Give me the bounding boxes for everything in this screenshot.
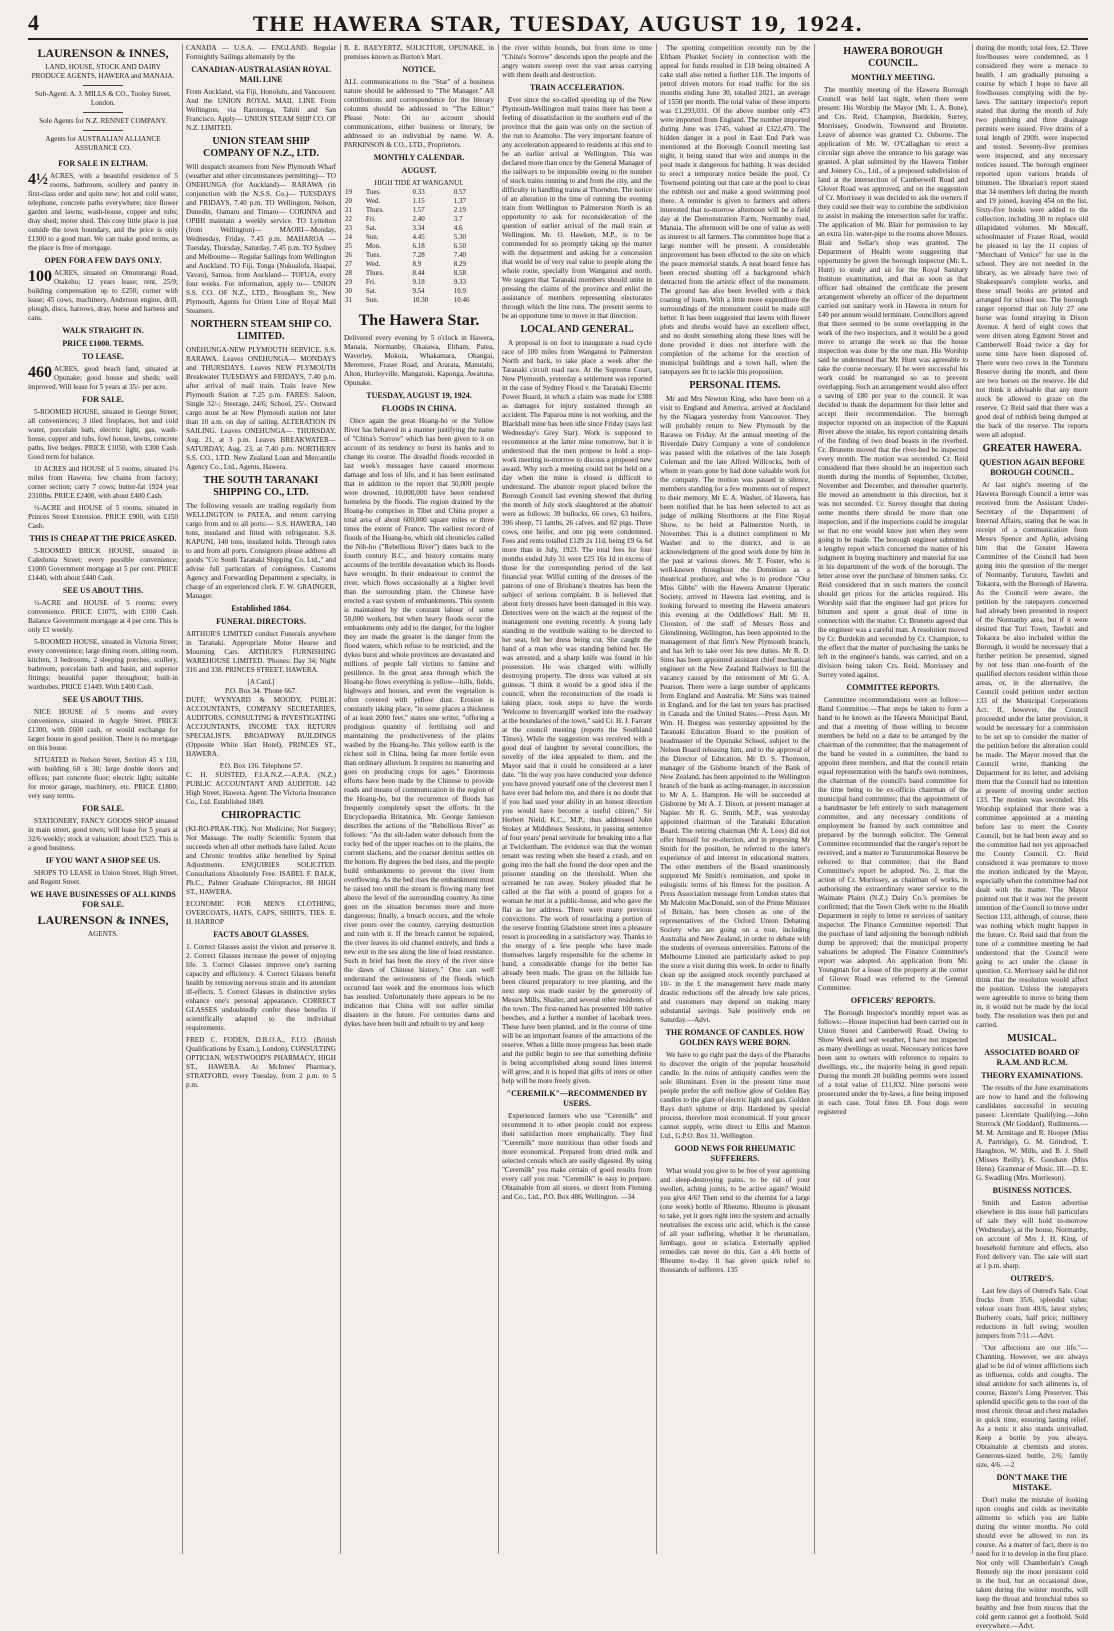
calendar-cell: Sun. — [365, 296, 379, 304]
column-7 — [976, 44, 1088, 1630]
calendar-cell: Tues. — [365, 188, 382, 196]
section-heading: FOR SALE. — [82, 395, 124, 404]
notice-text: ALL communications to the "Star" of a business nature should be addressed to "The Manager." All contributions and correspondence for the literary columns should be addressed to "The Editor." Please Note: On no account should communications, either business or literary, be addressed to an individual by name. W. A. PARKINSON & CO., LTD., Proprietors. — [344, 78, 494, 149]
calendar-cell: 7.40 — [453, 251, 467, 259]
insurance-agents: Agents for AUSTRALIAN ALLIANCE ASSURANCE CO. — [45, 135, 161, 152]
calendar-cell: 24 — [345, 233, 352, 241]
article-text: At last night's meeting of the Hawera Borough Council a letter was received from the Assistant Under-Secretary of the Department of Internal Affairs, stating that he was in receipt of a communication from Messrs Spence and Aplin, advising him that the Greater Hawera Committee of the Council had been going into the question of the merger of Normanby, Turuturu, Tawhiti and Tokaora, with the Borough of Hawera. As the Council were aware, the petition by the ratepayers concerned had already been presented in respect of the Normanby area, but if it were desired that Turi Town, Tawhiti and Tokaora be also included within the Borough, it would be necessary that a further petition be presented, signed by not less than one-fourth of the qualified electors resident within those areas, or, in the alternative, the Council could petition under section 133 of the Municipal Corporations Act. If, however, the Council proceeded under the latter provision, it would be necessary for a commission to be set up to consider the matter of the petition before the alteration could be made. The Mayor moved that the Council write, thanking the Department for its letter, and advising them that the Council had no intention at present of moving under section 133. The motion was seconded. His Worship explained that there was a committee appointed at a meeting before last to meet the County Council, but he had been away and so the committee had not yet approached the County Council. Cr. Reid considered it was premature to move the motion indicated by the Mayor, especially when the committee had not dealt with the matter. The Mayor pointed out that it was not the present intention of the Council to move under Section 133, although, of course, there was nothing which might happen in the future. Cr. Reid said that from the tone of a committee meeting he had understood that the Council were going to act under the clause in question. Cr. Morrissey said he did not think that the resolution would affect the position. Unless the ratepayers were agreeable to move to bring them in, it would not be made by the local body. The resolution was then put and carried. — [976, 481, 1088, 1029]
calendar-cell: Tues. — [365, 251, 382, 259]
calendar-cell: Sat. — [365, 287, 377, 295]
calendar-row — [344, 287, 494, 296]
article-heading: GREATER HAWERA. — [982, 443, 1082, 454]
calendar-cell: Thurs. — [365, 206, 384, 214]
price: PRICE £1000. TERMS. — [62, 339, 144, 348]
article-heading: THE ROMANCE OF CANDLES. HOW GOLDEN RAYS WERE BORN. — [665, 1028, 805, 1047]
calendar-cell: 10.46 — [453, 296, 470, 304]
calendar-cell: 8.44 — [412, 269, 425, 277]
article-heading: DON'T MAKE THE MISTAKE. — [996, 1473, 1068, 1492]
article-text: A proposal is on foot to inaugurate a road cycle race of 100 miles from Wanganui to Palmerston North and back, to take place a week after the Taranaki circuit road race. At the Supreme Court, New Plymouth, yesterday a settlement was reported in the case of Sydney Flood v. the Taranaki Electric Power Board, in which a claim was made for £388 as damages for injury sustained through an accident. The Paparoa mine is not working, and the Blackball mine has been idle since Friday (says last Wednesday's Grey Star). Work is supposed to recommence at the latter mine tomorrow, but it is understood that the men propose to hold a stop-work meeting to-morrow to discuss a proposed new award. Why such a meeting could not be held on a day when the mine is closed is difficult to understand. The abattoir report placed before the Borough Council last evening showed that during the month of July stock slaughtered at the abattoir were as follows: 39 bullocks, 66 cows, 63 heifers, 396 sheep, 71 lambs, 26 calves, and 82 pigs. Three cows, one heifer, and one pig were condemned. Fees and rents totalled £129 2s 11d, being £9 6s 6d more than in July, 1923. The total fees for four months ended July 31 were £25 16s 1d in excess of those for the corresponding period of the last financial year. Wilful cutting of the dresses of the patrons of one of Brisbane's theatres has been the subject of serious complaint. It is believed that about forty dresses have been damaged in this way. Detectives were on the watch at the request of the management one evening recently. A young lady standing in the vestibule waiting to be directed to her seat, felt her dress being cut. She caught the hand of a man who was standing behind her. He was arrested, and a sharp knife was found in his possession. He was charged with wilfully destroying property. The dress was valued at six guineas. "I think it would be a good idea if the council, when the reconstruction of the roads is taking place, took steps to have the words 'Welcome to Invercargill' worked into the roadway at the boundaries of the town," said Cr. H. J. Farrant at the council meeting (reports the Southland Times). While the suggestion was received with a good deal of laughter by several councillors, the novelty of the idea appealed to them, and the Mayor said that it could be considered at a later date. "In the way you have conducted your defence you have proved yourself one of the cleverest men I have ever had before me, and there is no doubt that if you had used your ability in an honest direction you would have become a useful citizen," Sir Herbert Nield, K.C., M.P., thus addressed John Stokey at Middlesex Sessions, in passing sentence of four years' penal servitude for breaking into a flat at Twickenham. The evidence was that the woman tenant was resting when she heard a crash, and on going into the hall she found the door open and the prisoner standing on the threshold. When she screamed he ran away. Stokey pleaded that he called at the flat with a pound of grapes for a woman he met in a public-house, and who gave the flat as her address. There were many previous convictions. The work of resurfacing a portion of the reserve fronting Gladstone street into a pleasure resort is proceeding in a satisfactory way. Thanks to the energy of a few people who have made themselves largely responsible for the scheme in hand, a considerable change for the better has already been made. The grass on the hillside has been cleared preparatory to tree planting, and the next step was made easier by the generosity of Messrs Mills, Shailer, and several other residents of the town. The first-named has presented 100 native beeches, and a further a number of lacebark trees. These have been planted, and in the course of time will be an important feature of the attractions of the reserve. When a little more progress has been made and the public begin to see that something definite is being accomplished along sound lines interest will grow, and it is hoped that gifts of trees or other help will be more freely given. — [502, 339, 652, 1085]
shipping-ad: The following vessels are trading regularly from WELLINGTON to PATEA, and return carrying cargo from and to all ports:— S.S. HAWERA, 140 tons, insulated and fitted with refrigerator. S.S. KAPUNI, 140 tons, insulated holds. Through rates to and from all ports. Consignors please address all goods "C/o South Taranaki Shipping Co. Ltd.," and advise full particulars of consignees. Customs Agency and Forwarding Department a specialty, in charge of an experienced clerk. F. W. GRAINGER, Manager. — [186, 502, 336, 600]
ad-heading: NORTHERN STEAM SHIP CO. LIMITED. — [190, 319, 332, 342]
section-heading: TO LEASE. — [82, 352, 124, 361]
column-3 — [344, 44, 494, 1554]
columns — [28, 44, 1088, 1630]
article-heading: PERSONAL ITEMS. — [689, 380, 781, 391]
shipping-ad: From Auckland, via Fiji, Honolulu, and Vancouver. And the UNION ROYAL MAIL LINE From Wellington, via Rarotonga, Tahiti and San Francisco. Apply— UNION STEAM SHIP CO. OF N.Z. LIMITED. — [186, 88, 336, 132]
ad-heading: CHIROPRACTIC — [221, 810, 301, 821]
calendar-row — [344, 296, 494, 305]
section-heading: FOR SALE. — [82, 804, 124, 813]
ad-heading: FUNERAL DIRECTORS. — [216, 617, 306, 626]
article-text: The monthly meeting of the Hawera Borough Council was held last night, when there were present: His Worship the Mayor (Mr. L. A. Bone), and Crs. Reid, Champion, Burdekin, Surrey, Morrissey, Goodwin, Townsend and Brunette. Leave of absence was granted Cr. Osborne. The application of Mr. W. O'Callaghan to erect a circular sign above the entrance to his garage was granted. A plan submitted by the Hawera Timber and Joinery Co., Ltd., of a proposed subdivision of land at the intersection of Camberwell Road and Glover Road was approved, and on the suggestion of Cr. Morrissey it was decided to ask the owners if they could see their way to combine the subdivision to assist in making the intersection safer for traffic. The application of Mr. Blair for permission to lay an extra 1in. water-pipe to the rooms above Messrs. Blair and Sellar's shop was granted. The Department of Health wrote suggesting that opportunity be given the borough inspector (Mr. L. Hunt) to study and sit for the Royal Sanitary Institute examination, and that as soon as that officer had obtained the certificate the present arrangement whereby an officer of the department carried out sanitary work in Hawera in return for £40 per annum would terminate. Councillors agreed that there seemed to be some overlapping in the work of the two inspectors, and it would be a good move to arrange the work so that the house inspection was done by the one man. His Worship said he understood that Mr. Hunt was agreeable to take the course necessary. If he were successful his work could be rearranged so as to prevent overlapping. Such an arrangement would also effect a saving of £80 per year to the council. It was decided to thank the department for their letter and accept their recommendation. The borough inspector reported on an inspection of the Kapuni River above the intake, his report containing details of the finding of two dead beasts in the riverbed. Cr. Brunette moved that the river-bed be inspected every month. The motion was seconded. Cr. Reid considered that there should be an inspection each month during the months of September, October, November and December, and thereafter quarterly. He moved an amendment in this direction, but it was not seconded. Cr. Surrey thought that during some months there should be more than one inspection, and if the inspections could be irregular so that no one would know just when they were going to be made. The borough engineer submitted a lengthy report which concerned the matter of his judgment in buying machinery and material for use in his department of the work of the borough. The letter arose over the purchase of bitumen tanks. Cr. Reid considered that in such matters the council should get prices for the articles required. His Worship said that the engineer had got prices for bitumen and spent a great deal of time in connection with the matter. Cr. Brunette agreed that the engineer was a careful man. A resolution moved by Cr. Burdekin and seconded by Cr. Champion, to the effect that the matter of purchasing the tanks be left in the engineer's hands, was carried, and on a division being taken Crs. Reid, Morrissey and Surrey voted against. — [818, 86, 968, 679]
calendar-row — [344, 197, 494, 206]
section-heading: OPEN FOR A FEW DAYS ONLY. — [44, 256, 162, 265]
calendar-cell: 19 — [345, 188, 352, 196]
advert-text: What would you give to be free of your agonising and sleep-destroying pains, to be rid of your swollen, aching joints, to be active again? Would you give 4/6? Then send to the chemist for a large (one week) bottle of Rheumo. Rheumo is pleasant to take, yet it goes right into the system and actually neutralises the excess uric acid, which is the cause of all your suffering, whether it be rheumatism, lumbago, gout or sciatica. Externally applied remedies can never do this. Get a 4/6 bottle of Rheumo to-day. It has given quick relief to thousands of sufferers. 135 — [660, 1167, 810, 1274]
article-subheading: COMMITTEE REPORTS. — [846, 683, 940, 692]
tagline: SEE US ABOUT THIS. — [62, 695, 144, 704]
firm-agents: AGENTS. — [87, 930, 119, 938]
calendar-cell: 8.9 — [412, 260, 422, 268]
article-text: Once again the great Hoang-ho or the Yellow River has behaved in a manner justifying the name of "China's Sorrow" which has been given to it on account of its tendency to burst its banks and to change its course. The dreadful floods recorded in last week's messages have caused enormous damage and loss of life, and it has been estimated that in addition to the report that 50,000 people were drowned, 10,000,000 have been rendered homeless by the floods. The region drained by the Hoang-ho comprises in Tibet and China proper a total area of about 600,000 square miles or three times the extent of France. The earliest record of floods of the Hoang-ho, which old chronicles called the Nih-ho ("Rebellious River") dates back to the fourth century B.C., and history contains many accounts of the terrible devastation which its floods have wrought. In their endeavour to control the river, which flows occasionally at a higher level than the surrounding plain, the Chinese have erected a vast system of embankments. This system is maintained by the constant labour of some 50,000 workers, but when heavy floods occur the embankments only add to the danger, for the higher they are made the greater is the danger from the flood waters, which refuse to be restricted, and the dykes burst and whole provinces are devastated and millions of people fall victims to famine and pestilence. In the great area through which the Hoang-ho flows everything is yellow—hills, fields, highways and houses, and even the vegetation is often covered with yellow dust. Erosion is constantly taking place, "in some places a thickness of at least 2000 feet," states one writer, "offering a prodigious quantity of fertilising soil and maintaining the productiveness of the plains washed by the Hoang-ho. This yellow earth is the richest soil in China, being far more fertile even than ordinary alluvium. It requires no manuring and goes on producing crops for ages." Enormous efforts have been made by the Chinese to provide roads and means of communication in the region of the Hoang-ho, but the recurrence of floods has frequently completely upset the efforts. In the Encyclopaedia Britannica, Mr. George Jamieson describes the actions of the "Rebellious River" as follows: "As the silt-laden water debouch from the rocky bed of the upper reaches on to the plains, the current slackens, and the coarser detritus settles on the bottom. By degrees the bed rises, and the people build embankments to prevent the river from overflowing. As the bed rises the embankment must be raised too until the stream is flowing many feet above the level of the surrounding country. As time goes on the situation becomes more and more dangerous; finally, a breach occurs, and the whole river pours over the country, carrying destruction and ruin with it. If the breach cannot be repaired, the river leaves its old channel entirely, and finds a new exit to the sea along the line of least resistance. Such in brief has been the story of the river since the dawn of Chinese history." One can well understand the seriousness of the floods which occurred last week and the enormous loss which has resulted. Unfortunately there appears to be no indication that China will not suffer similar disasters in the future. For centuries dams and dykes have been built and rebuilt to try and keep — [344, 417, 494, 1028]
calendar-cell: 4.6 — [453, 224, 463, 232]
calendar-cell: 6.50 — [453, 242, 467, 250]
advert-text: We have to go right past the days of the Pharaohs to discover the origin of the popular household candle. In the ruins of antiquity candles were the sole illuminant. Even in the present time most people prefer the soft mellow glow of Golden Ray candles to the glare of electric light and gas. Golden Rays don't splutter or drip. Hardened by special process, therefore most economical. If your grocer cannot supply, write direct to Ellis and Manton Ltd., G.P.O. Box 31, Wellington. — [660, 1051, 810, 1140]
masthead — [28, 8, 1088, 40]
calendar-cell: 5.30 — [453, 233, 467, 241]
article-heading: GOOD NEWS FOR RHEUMATIC SUFFERERS. — [674, 1144, 796, 1163]
article-heading: HAWERA BOROUGH COUNCIL. — [843, 46, 943, 69]
shipping-ad: ONEHUNGA-NEW PLYMOUTH SERVICE. S.S. RARAWA. Leaves ONEHUNGA— MONDAYS and THURSDAYS. Leaves NEW PLYMOUTH Breakwater TUESDAYS and FRIDAYS, 7.40 p.m. after arrival of mail train. Train leave New Plymouth Station at 7.25 p.m. FARES: Saloon, Single 32/-; Steerage, 24/6; School, 25/-. Outward cargo must be at New Plymouth station not later than 10 a.m. on day of sailing. ALTERATION IN SAILING. Leaves ONEHUNGA— THURSDAY, Aug. 21, at 3 p.m. Leaves BREAKWATER— SATURDAY, Aug. 23, at 7.40 p.m. NORTHERN S.S. CO., LTD. New Zealand Loan and Mercantile Agency Co., Ltd., Agents, Hawera. — [186, 346, 336, 471]
tagline: WALK STRAIGHT IN. — [62, 326, 144, 335]
calendar-cell: 4.45 — [412, 233, 425, 241]
calendar-cell: Wed. — [365, 197, 381, 205]
calendar-row — [344, 206, 494, 215]
calendar-cell: 9.33 — [453, 278, 467, 286]
shipping-ad: CANADA — U.S.A. — ENGLAND. Regular Fortnightly Sailings alternately by the — [186, 44, 336, 61]
shipping-ad: Will despatch steamers from New Plymouth Wharf (weather and other circumstances permitting)— TO ONEHUNGA (for Auckland)— RARAWA (in conjunction with the N.S.S. Co.)— TUESDAYS and FRIDAYS, 7.40 p.m. TO Wellington, Nelson, Dunedin, Oamaru and Timaru— CORINNA and OPIHI maintain a weekly service. TO Lyttelton (from Wellington)— MAORI—Monday, Wednesday, Friday, 7.45 p.m. MAHAROA — Tuesday, Thursday, Saturday, 7.45 p.m. TO Sydney and Melbourne— Regular Sailings from Wellington and Auckland. TO Fiji, Tonga (Nukualofa, Haapai, Vavau), Samoa, from Auckland— TOFUA, every four weeks. For information, apply to— UNION S.S. CO. OF N.Z., LTD., Brougham St., New Plymouth, Agents for Orient Line of Royal Mail Steamers. — [186, 163, 336, 315]
article-text: Ever since the so-called speeding up of the New Plymouth-Wellington mail trains there has been a feeling of dissatisfaction in the southern end of the province that the gain was only on the section of the run to Aramoho. The very important feature of any acceleration appeared to residents at this end to be an earlier arrival at Wellington. This was declared more than once by the General Manager of the railways to be impossible owing to the number of stock trains running to and from the city, and the difficulty in handling trains at Thorndon. The notice of an alteration in the time of running the evening train from Wellington to Palmerston North is an opportunity to ask for reconsideration of the question of earlier arrival of the mail train at Wellington. Mr. O. Hawken, M.P., is to be commended for so promptly taking up the matter with the department and asking for a concession that would be of very real value to people along the whole route, specially from Wanganui and north. We suggest that Taranaki members should unite in pressing the claims of the province and enlist the assistance of members representing electorates through which the line runs. The present seems to be an opportune time to move in that direction. — [502, 96, 652, 320]
calendar-cell: 3.7 — [453, 215, 463, 223]
listing: 100 ACRES, situated on Omuturangi Road, Otakeho; 12 years lease; rent, 25/9; building compensation up to £250; corner with lease; 45 cows, machinery, Anderson engine, drill, plough, discs, harrows, dray, horse and harness and cans. — [28, 268, 178, 322]
calendar-cell: Wed. — [365, 260, 381, 268]
firm-subtitle: LAND, HOUSE, STOCK AND DAIRY PRODUCE AGENTS, HAWERA and MANAIA. — [31, 63, 175, 80]
article-subheading: ASSOCIATED BOARD OF R.A.M. AND R.C.M. — [984, 1048, 1080, 1067]
delivery-info: Delivered every evening by 5 o'clock in Hawera, Manaia, Normanby, Okaiawa, Eltham, Patea, Waverley, Mokoia, Whakamara, Ohangai, Meremere, Fraser Road, and Ararata, Manutahi, Alton, Hurleyville, Mangatoki, Kaponga, Awatuna, Opunake. — [344, 334, 494, 387]
calendar-cell: 30 — [345, 287, 352, 295]
ad-heading: THE SOUTH TARANAKI SHIPPING CO., LTD. — [203, 475, 319, 498]
calendar-cell: 6.18 — [412, 242, 425, 250]
advert-text: Don't make the mistake of looking upon coughs and colds as inevitable ailments to which you are liable during the winter months. No cold should ever be allowed to run its course. As a matter of fact, there is no need for it to develop in the first place. Not only will Chamberlain's Cough Remedy nip the most persistent cold in the bud, but an occasional dose, taken during the winter months, will keep the throat and bronchial tubes so healthy and free from mucus that the cold germ cannot get a foothold. Sold everywhere.—Advt. — [976, 1496, 1088, 1630]
advert-text: Last few days of Outred's Sale. Coat frocks from 35/6, splendid value; velour coats from 49/6, latest styles; Burberry coats, half price; millinery reductions in full swing; woollen jumpers from 7/11.—Advt. — [976, 1287, 1088, 1340]
calendar-cell: 9.54 — [412, 287, 425, 295]
listing: 10 ACRES and HOUSE of 5 rooms, situated 1¼ miles from Hawera; few chains from factory; corner section; carry 7 cows; butter-fat 1924 year 2310lbs. PRICE £2400, with about £400 Cash. — [28, 465, 178, 500]
ad-line: Established 1864. — [231, 604, 291, 613]
calendar-row — [344, 215, 494, 224]
ad-heading: UNION STEAM SHIP COMPANY OF N.Z., LTD. — [203, 136, 319, 159]
listing: 4½ ACRES, with a beautiful residence of 5 rooms, bathroom, scullery and pantry in first-class order and quite new; hot and cold water, telephone, concrete paths everywhere; nice flower garden and lawns; wash-house, copper and tubs; dray shed; motor shed. This cosy little place is just outside the town boundary, and the price is only £1300 to a good man. We can make good terms, as the place is free of mortgage. — [28, 171, 178, 252]
calendar-cell: 1.37 — [453, 197, 467, 205]
tide-calendar — [344, 188, 494, 305]
advert-text: Experienced farmers who use "Ceremilk" and recommend it to other people could not express their satisfaction more emphatically. They find "Ceremilk" more nutritious than other foods and more economical. Prepared from dried milk and selected cereals which are easily digested. By using "Ceremilk" you make certain of good results from every calf you rear. "Ceremilk" is easy to prepare. Obtainable from all stores, or direct from Fleming and Co., Ltd., P.O. Box 486, Wellington. —34 — [502, 1112, 652, 1201]
paper-title: The Hawera Star. — [358, 312, 480, 329]
tagline: WE HAVE BUSINESSES OF ALL KINDS FOR SALE. — [30, 890, 176, 909]
funeral-ad: ARTHUR'S LIMITED conduct Funerals anywhere in Taranaki. Appropriate Motor Hearse and Mourning Cars. ARTHUR'S FURNISHING WAREHOUSE LIMITED. 'Phones: Day 34; Night 316 and 338. PRINCES STREET, HAWERA. — [186, 630, 336, 674]
calendar-cell: 22 — [345, 215, 352, 223]
calendar-cell: 31 — [345, 296, 352, 304]
calendar-cell: 0.57 — [453, 188, 467, 196]
calendar-row — [344, 251, 494, 260]
calendar-row — [344, 269, 494, 278]
calendar-row — [344, 260, 494, 269]
article-subheading: OFFICERS' REPORTS. — [850, 996, 936, 1005]
calendar-cell: 2.40 — [412, 215, 425, 223]
issue-date: TUESDAY, AUGUST 19, 1924. — [366, 391, 472, 400]
article-text: The spotting competition recently run by the Eltham Plunket Society in connection with the appeal for funds resulted in £18 being obtained. A cake stall also netted a further £18. The imports of petrol driven motors for road traffic for the six months ending June 30, totalled 2021, an average of 1550 per month. The total value of these imports was £1,293,031. Of the above number only 473 were imported from England. The number imported during June was 1745, valued at £322,470. The hidden danger in a pool in East End Park was mentioned at the Borough Council meeting last night, it being stated that wire and stumps in the pool made it dangerous for bathing. It was decided to erect a temporary notice beside the pool, Cr Townsend pointing out that care at the pool to clear the rubbish out and make a good swimming pool there. A reminder is given to farmers and others interested that to-morrow afternoon will be a field day at the Demonstration Farm, Normanby road, Manaia. The afternoon will be one of value as well as interest to all farmers. The committee hope that a large number will be present. A considerable improvement has been effected to the site on which the peace memorial stands. A neat board fence has been erected shutting off a background which detracted from the artistic effect of the monument. The ground has also been levelled with a thick coating of loam. With a little more expenditure the surroundings of the monument could be made still better. It has been suggested that lawns with flower plots and shrubs would have an excellent effect, and no doubt something along these lines will be done provided it does not interfere with the completion of the scheme for the erection of municipal buildings and a town hall, when the ratepayers see fit to tackle this proposition. — [660, 44, 810, 376]
clothing-ad: ECONOMIC FOR MEN'S CLOTHING, OVERCOATS, HATS, CAPS, SHIRTS, TIES. E. H. HARROP — [186, 900, 336, 926]
calendar-cell: 20 — [345, 197, 352, 205]
listing: 5-ROOMED BRICK HOUSE, situated in Caledonia Street; every possible convenience; £1000 Government mortgage at 5 per cent. PRICE £1440, with about £440 Cash. — [28, 547, 178, 582]
firm-name: LAURENSON & INNES, — [37, 46, 169, 60]
ad-line: P.O. Box 136. Telephone 57. — [219, 762, 303, 770]
calendar-row — [344, 188, 494, 197]
article-text: The results of the June examinations are now to hand and the following candidates successful in securing passes: Licentiate Qualifying.—John Sturrock (Mr Goddard). Rudiments.—M. M. Armitage and R. Hooper (Miss A. Partridge), G. M. Grindrod, T. Haughton, W. Mills, and B. J. Shell (Misses Reilly), K. Goodson (Miss Henn). Grammar of Music, III.—D. E. G. Swadling (Mrs. Morrieson). — [976, 1084, 1088, 1182]
calendar-cell: 1.15 — [412, 197, 425, 205]
calendar-cell: 8.58 — [453, 269, 467, 277]
firm-name: LAURENSON & INNES, — [37, 913, 169, 927]
ad-heading: FACTS ABOUT GLASSES. — [213, 930, 309, 939]
calendar-cell: 8.29 — [453, 260, 467, 268]
ad-line: P.O. Box 34. 'Phone 667. — [225, 687, 297, 695]
column-1 — [28, 44, 178, 1554]
chiropractic-ad: (KI-RO-PRAK-TIK). Not Medicine; Not Surgery; Not Massage. The really Scientific System that succeeds when all other methods have failed. Acute and Chronic troubles alike benefited by Spinal Adjustments. ENQUIRIES SOLICITED. Consultations Absolutely Free. ISABEL F. BALK, Ph.C., Palmer Graduate Chiropractor, 88 HIGH ST., HAWERA. — [186, 825, 336, 896]
calendar-cell: 26 — [345, 251, 352, 259]
calendar-cell: 1.57 — [412, 206, 425, 214]
calendar-cell: 27 — [345, 260, 352, 268]
calendar-cell: Sun. — [365, 233, 379, 241]
calendar-cell: Mon. — [365, 242, 381, 250]
article-subheading: THEORY EXAMINATIONS. — [981, 1071, 1083, 1080]
sub-agent: Sub-Agent: A. J. MILLS & CO., Tooley Street, London. — [35, 90, 171, 107]
article-heading: MUSICAL. — [1007, 1033, 1057, 1044]
column-6 — [818, 44, 968, 1554]
article-heading: LOCAL AND GENERAL. — [520, 324, 634, 335]
page-number: 4 — [28, 10, 39, 35]
calendar-cell: 29 — [345, 278, 352, 286]
article-text: the river within bounds, but from time to time "China's Sorrow" descends upon the people and the angry waters sweep over the vast areas carrying with them death and destruction. — [502, 44, 652, 79]
article-text: The Borough Inspector's monthly report was as follows:—House inspection had been carried out in Union Street and Camberwell Road. Owing to Show Week and wet weather, I have not inspected as many dwellings as usual. Necessary notices have been sent to owners with reference to repairs to dwellings, etc., the majority being in good repair. During the month 20 building permits were issued of a total value of £11,832. Nine persons were prosecuted under the by-laws, a fine being imposed in each case. Total fines £8. Four dogs were registered — [818, 1009, 968, 1116]
article-heading: FLOODS IN CHINA. — [381, 404, 457, 413]
calendar-row — [344, 224, 494, 233]
tagline: THIS IS CHEAP AT THE PRICE ASKED. — [29, 534, 177, 543]
calendar-row — [344, 242, 494, 251]
accountants-ad: DUFF, WYNYARD & MOODY, PUBLIC ACCOUNTANTS, COMPANY SECRETARIES, AUDITORS, CONSULTING & INVESTIGATING ACCOUNTANTS, INCOME TAX RETURN SPECIALISTS. BROADWAY BUILDINGS (Opposite White Hart Hotel), PRINCES ST., HAWERA. — [186, 696, 336, 758]
article-subheading: QUESTION AGAIN BEFORE BOROUGH COUNCIL. — [979, 458, 1085, 477]
listing: ½-ACRE and HOUSE of 5 rooms, situated in Princes Street Extension. PRICE £900, with £150 Cash. — [28, 504, 178, 530]
calendar-cell: 23 — [345, 224, 352, 232]
listing: 5-ROOMED HOUSE, situated in George Street; all conveniences; 3 tiled fireplaces, hot and cold water, porcelain bath, electric light, gas, wash-house, copper and tubs, fowl house, lawns, concrete paths, live hedges. PRICE £1050, with £300 Cash. Good term for balance. — [28, 408, 178, 461]
accountant-ad: C. H. SUISTED, F.I.A.N.Z.—A.P.A. (N.Z.) PUBLIC ACCOUNTANT AND AUDITOR. 142 High Street, Hawera. Agent: The Victoria Insurance Co., Ltd. Established 1849. — [186, 771, 336, 806]
calendar-cell: 2.19 — [453, 206, 467, 214]
listing: ½-ACRE and HOUSE of 5 rooms; every convenience. PRICE £1075, with £100 Cash. Balance Government mortgage at 4 per cent. This is only £1 weekly. — [28, 599, 178, 634]
listing: SITUATED in Nelson Street, Section 45 x 110, with building 60 x 30; large double doors and offices; part concrete floor; electric light; suitable for motor garage, machinery, etc. PRICE £1800; very easy terms. — [28, 756, 178, 800]
sole-agents: Sole Agents for N.Z. RENNET COMPANY. — [39, 117, 167, 125]
calendar-cell: 25 — [345, 242, 352, 250]
listing: NICE HOUSE of 5 rooms and every convenience, situated in Argyle Street. PRICE £1300, with £600 cash, or would exchange for larger house in good position. There is no mortgage on this house. — [28, 708, 178, 752]
article-text: during the month; total fees, £2. Three fowlhouses were condemned, as I considered they were a menace to health. I am gradually pursuing a course by which I hope to have all fowlhouses complying with the by-laws. The sanitary inspector's report stated that during the month of July two plumbing and three drainage permits were issued. Five drains of a total length of 290ft. were inspected and tested. Seventy-five premises were inspected, and any necessary notices issued. The borough engineer reported upon various brands of bitumen. The librarian's report stated that 34 members left during the month and 19 joined, leaving 454 on the list. Sixty-five books were added to the collection, including 30 to replace old dilapidated volumes. Mr Metcalf, schoolmaster of Fraser Road, would be pleased to lay the 11 copies of "Merchant of Venice" for use in the school. They are not needed in the library, as we already have two of Shakespeare's complete works, and these small books are printed and arranged for school use. The borough ranger reported that on July 27 one horse was found straying in Dixon Avenue. A herd of eight cows that were driven along Egmont Street and Camberwell Road twice a day for some time have been disposed of. There were two cows in the Turuturu Reserve during the month, and there are two horses on the reserve. He did not think it advisable that any more stock be allowed to graze on the reserve. Cr Reid said that there was a good deal of rubbish being dumped at the back of the reserve. The reports were all adopted. — [976, 44, 1088, 439]
tagline: IF YOU WANT A SHOP SEE US. — [45, 856, 161, 865]
listing: 460 ACRES, good beach land, situated at Opunake; good house and sheds; well improved. Will lease for 5 years at 35/- per acre. — [28, 364, 178, 391]
calendar-subtitle: HIGH TIDE AT WANGANUI. — [374, 179, 464, 187]
advert-text: "Our affections are our life."—Channing. However, we are always glad to be rid of winter afflictions such as influenza, colds and coughs. The ideal antidote for such ailments is, of course, Baxter's Lung Preserver. This splendid specific gets to the root of the most chronic throat and chest maladies in quick time, ensuring lasting relief. As a tonic it also stands unrivalled. Keep a bottle by you always. Obtainable at chemists and stores. Generous-sized bottle, 2/6; family size, 4/6. —2 — [976, 1344, 1088, 1469]
calendar-cell: 9.18 — [412, 278, 425, 286]
article-text: Mr and Mrs Newton King, who have been on a visit to England and America, arrived at Auckland by the Niagara yesterday from Vancouver. They will probably return to New Plymouth by the Rarawa on Friday. At the annual meeting of the Riverdale Dairy Company a vote of condolence was passed with the relatives of the late Joseph Coleman and the late Alfred Willcocks, both of whom in years gone by had done valuable work for the company. The motion was passed in silence, members standing for a few moments out of respect to their memory. Mr E. A. Washer, of Hawera, has been notified that he has been selected to act as judge of milking Shorthorns at the Fine Royal Show, to be held at Palmerston North, in November. This is a distinct compliment to Mr Washer and to the district, and is an acknowledgment of the good work done by him in the past at various shows. Mr T. Foster, who is well-known throughout the Dominion as a theatrical producer, and who is to produce "Our Miss Gibbs" with the Hawera Amateur Operatic Society, arrived in Hawera last evening, and is looking forward to meeting the Hawera amateurs this evening at the Oddfellows' Hall. Mr H. Clouston, of the staff of Messrs Ross and Glendinning, Wellington, has been appointed to the management of that firm's New Plymouth branch, and has left to take over his new duties. Mr R. D. Sims has been appointed assistant chief mechanical engineer on the New Zealand Railways to fill the vacancy caused by the retirement of Mr G. A. Pearson. There were a large number of applicants from England and Australia. Mr Sims was trained in England, and for the last ten years has practised in Canada and the United States.—Press Assn. Mr Wm. H. Burgess was yesterday appointed by the Taranaki Education Board to the position of headmaster of the Opunake School, subject to the Nelson Board releasing him, and to the approval of the Director of Education. Mr D. S. Thomson, manager of the Gisborne branch of the Bank of New Zealand, has been appointed to the Wellington branch of the bank as acting-manager, in succession to Mr A. L. Hampton. He will be succeeded at Gisborne by Mr A. J. Dixon, at present manager at Napier. Mr R. G. Smith, M.P., was yesterday appointed chairman of the Taranaki Education Board. The retiring chairman (Mr A. Lees) did not offer himself for re-election, and in proposing Mr Smith for the position, he referred to the latter's experience of and interest in educational matters. The other members of the Board unanimously supported Mr Smith's nomination, and spoke in eulogistic terms of his fitness for the position. A Press Association message from London states that Mr Malcolm MacDonald, son of the Prime Minister of Britain, has been chosen as one of the representatives of the Oxford Union Debating Society who are going on a tour, including Australia and New Zealand, in order to debate with the students of overseas universities. Patrons of the Melbourne Limited are particularly asked to pop the store a visit during this week. In order to finally clean up the assigned stock recently purchased at 10/- in the £ the management have made many drastic reductions off the already low sale prices, and customers may depend on making many substantial savings. Sale positively ends on Saturday.—Advt. — [660, 395, 810, 1024]
article-text: Smith and Easton advertise elsewhere in this issue full particulars of sale they will hold to-morrow (Wednesday), at the house, Normanby, on account of Mrs J. H. King, of household furniture and effects, also Ford delivery van. The sale will start at 1 p.m. sharp. — [976, 1199, 1088, 1270]
listing: 5-ROOMED HOUSE, situated in Victoria Street; every convenience; large dining room, sitting room, kitchen, 3 bedrooms, 2 sleeping porches, scullery, bathroom, porcelain bath and basin, and superior fittings; beautiful paper throughout; built-in wardrobes. PRICE £1449. With £400 Cash. — [28, 638, 178, 691]
listing: SHOPS TO LEASE in Union Street, High Street, and Regent Street. — [28, 869, 178, 886]
calendar-cell: Fri. — [365, 278, 376, 286]
calendar-cell: 10.9 — [453, 287, 467, 295]
calendar-cell: Fri. — [365, 215, 376, 223]
solicitor-ad: R. E. BAEYERTZ, SOLICITOR, OPUNAKE, in premises known as Burton's Mart. — [344, 44, 494, 61]
calendar-cell: 7.28 — [412, 251, 425, 259]
column-5 — [660, 44, 810, 1554]
article-text: Committee recommendations were as follow:— Band Committee.—That steps be taken to form a band to be known as the Hawera Municipal Band, and that a meeting of those willing to become members be held on a date to be arranged by the chairman of the committee; that the management of the band be vested in a committee, the band to appoint three members, and that the council retain equal representation with the band's own nominees, the chairman of the council's band committee for the time being to be ex-officio chairman of the municipal band committee; that the appointment of a bandmaster be left entirely to such management committee, and any necessary conditions of employment be framed by such committee and prepared by the borough solicitor. The General Committee recommended that the ranger's report be received, and a matter re Turuturumokai Reserve be referred to that committee; that the Band Committee's report be adopted. No. 2, that the action of Cr. Morrissey, as chairman of works, in authorising the extraordinary water service to the Waimate Plains (N.Z.) Dairy Co.'s premises be confirmed; that the Town Clerk write to the Health Department in reply to letter re services of sanitary inspector. The Finance Committee reported: That the purchase of land adjoining the borough rubbish dump be approved; that the municipal property valuations be adopted. The Finance Committee's report was adopted. An application from Mr. Youngman for a lease of the property at the corner of Glover Road was referred to the General Committee. — [818, 696, 968, 992]
column-4 — [502, 44, 652, 1554]
tagline: SEE US ABOUT THIS. — [62, 586, 144, 595]
calendar-cell: 3.34 — [412, 224, 425, 232]
newspaper-title: THE HAWERA STAR, TUESDAY, AUGUST 19, 1924. — [252, 12, 864, 36]
calendar-cell: Sat. — [365, 224, 377, 232]
glasses-ad: 1. Correct Glasses assist the vision and preserve it. 2. Correct Glasses increase the power of enjoying life. 3. Correct Glasses improve one's earning capacity and efficiency. 4. Correct Glasses benefit health by removing nervous strain and its attendant ill-effects. 5. Correct Glasses in distinctive styles enhance one's personal appearance. CORRECT GLASSES undoubtedly confer these benefits if scientifically adapted to the individual requirements. — [186, 943, 336, 1032]
listing: STATIONERY, FANCY GOODS SHOP situated in main street, good town; will lease for 5 years at 32/6 weekly; stock at valuation; about £525. This is a good business. — [28, 817, 178, 852]
optician-ad: FRED C. FODEN, D.B.O.A., F.I.O. (British Qualifications by Exam.), London), CONSULTING OPTICIAN, WESTWOOD'S PHARMACY, HIGH ST., HAWERA. At McInnes' Pharmacy, STRATFORD, every Tuesday, from 2 p.m. to 5 p.m. — [186, 1036, 336, 1089]
article-heading: BUSINESS NOTICES. — [992, 1186, 1072, 1195]
section-heading: FOR SALE IN ELTHAM. — [58, 159, 148, 168]
ad-heading: CANADIAN-AUSTRALASIAN ROYAL MAIL LINE — [191, 65, 331, 84]
calendar-cell: 28 — [345, 269, 352, 277]
column-2 — [186, 44, 336, 1554]
calendar-cell: 21 — [345, 206, 352, 214]
article-heading: "CEREMILK"—RECOMMENDED BY USERS. — [506, 1089, 648, 1108]
calendar-cell: 0.33 — [412, 188, 425, 196]
calendar-row — [344, 233, 494, 242]
article-heading: OUTRED'S. — [1010, 1274, 1054, 1283]
calendar-month: AUGUST. — [401, 166, 437, 175]
ad-line: [A Card.] — [247, 678, 275, 686]
section-heading: NOTICE. — [402, 65, 436, 74]
article-heading: TRAIN ACCELERATION. — [529, 83, 625, 92]
calendar-cell: 10.30 — [412, 296, 429, 304]
article-subheading: MONTHLY MEETING. — [851, 73, 935, 82]
calendar-title: MONTHLY CALENDAR. — [373, 153, 465, 162]
calendar-cell: Thurs. — [365, 269, 384, 277]
calendar-row — [344, 278, 494, 287]
